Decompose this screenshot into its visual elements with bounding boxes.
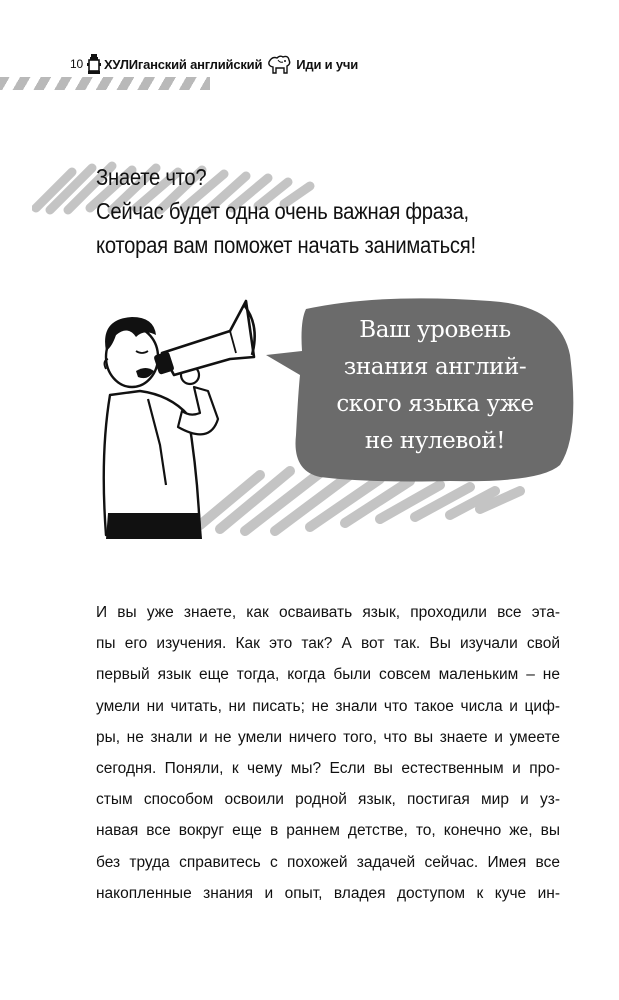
book-title: ХУЛИганский английский (103, 56, 263, 72)
headline-line: Сейчас будет одна очень важная фраза, (96, 198, 469, 224)
body-line: И вы уже знаете, как осваивать язык, проходили все эта- (96, 604, 560, 621)
headline-line: Знаете что? (96, 164, 207, 190)
body-paragraph (96, 597, 560, 909)
bubble-line: не нулевой! (364, 428, 506, 454)
header-hatch-decoration (0, 77, 210, 90)
dog-icon (266, 53, 292, 75)
body-line: первый язык еще тогда, когда были совсем маленьким – не (96, 666, 560, 684)
bubble-line: ского языка уже (336, 391, 534, 417)
body-line: без труда справитесь с похожей задачей сейчас. Имея все (96, 853, 560, 871)
body-line: умели ни читать, ни писать; не знали что такое числа и циф- (96, 697, 560, 715)
bubble-line: Ваш уровень (359, 317, 511, 343)
series-title: Иди и учи (296, 56, 359, 72)
page-number: 10 (70, 57, 83, 71)
body-line: ры, не знали и не умели ничего того, что вы знаете и умеете (96, 728, 560, 746)
speech-bubble-text (305, 312, 565, 460)
body-line: пы его изучения. Как это так? А вот так. Вы изучали свой (96, 635, 560, 653)
headline (96, 160, 536, 262)
body-line: накопленные знания и опыт, владея доступом к куче ин- (96, 884, 560, 902)
body-line: сегодня. Поняли, к чему мы? Если вы естественным и про- (96, 759, 560, 777)
headline-line: которая вам поможет начать заниматься! (96, 232, 476, 258)
body-line: навая все вокруг еще в раннем детстве, то, конечно же, вы (96, 822, 560, 840)
fire-hydrant-icon (87, 53, 101, 75)
bubble-line: знания англий- (343, 354, 527, 380)
running-head (70, 52, 358, 76)
body-line: стым способом освоили родной язык, постигая мир и уз- (96, 791, 560, 809)
